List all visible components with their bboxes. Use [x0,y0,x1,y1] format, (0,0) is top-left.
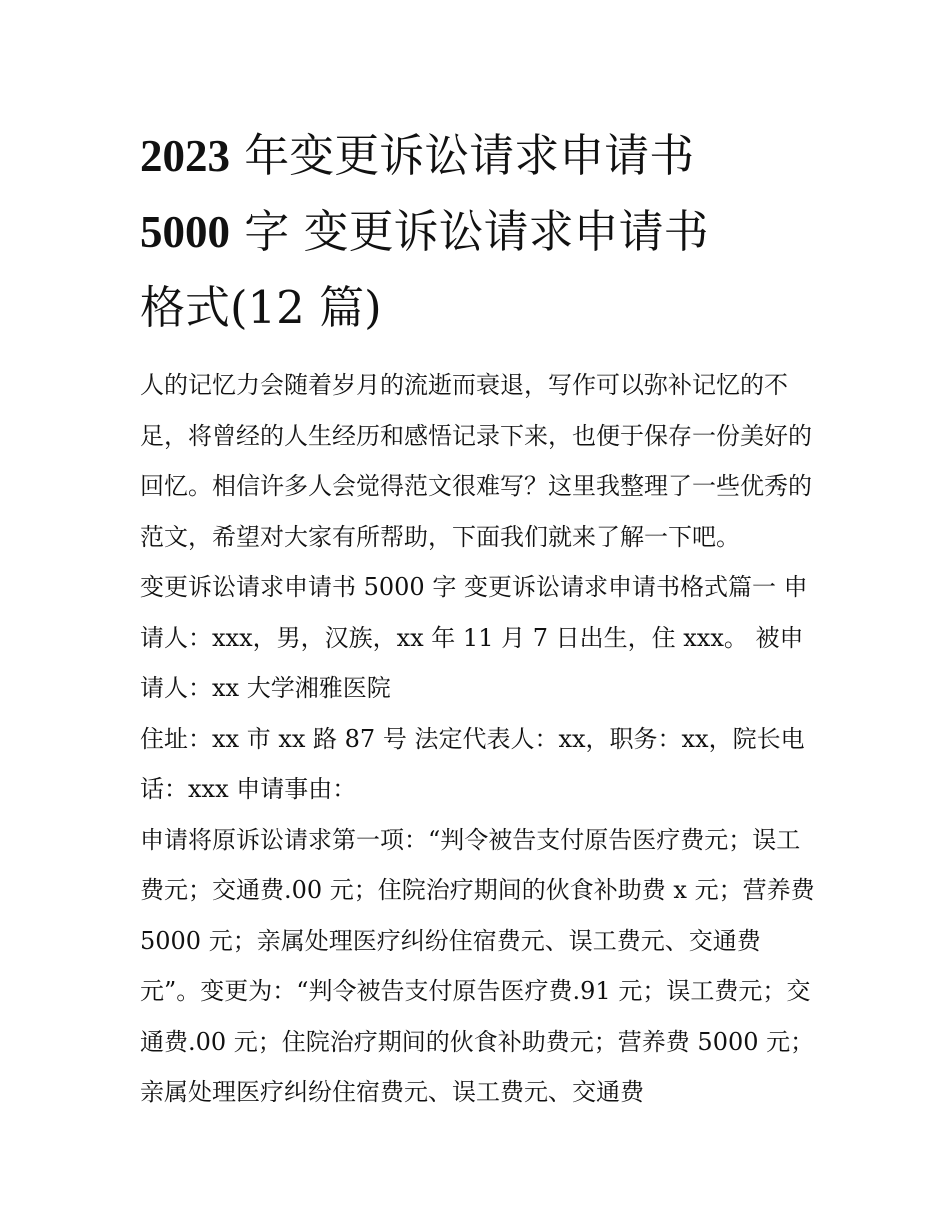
title-line-3: 格式(12 篇) [140,281,382,334]
intro-paragraph: 人的记忆力会随着岁月的流逝而衰退，写作可以弥补记忆的不足，将曾经的人生经历和感悟记录下来，也便于保存一份美好的回忆。相信许多人会觉得范文很难写？这里我整理了一些优秀的范文，希望对大家有所帮助，下面我们就来了解一下吧。 [140,371,812,551]
title-line-2: 5000 字 变更诉讼请求申请书 [140,205,709,258]
section-heading-parties-paragraph: 变更诉讼请求申请书 5000 字 变更诉讼请求申请书格式篇一 申请人：xxx，男，汉族，xx 年 11 月 7 日出生，住 xxx。 被申请人：xx 大学湘雅医院 [140,573,808,702]
document-title [140,118,820,346]
address-paragraph: 住址：xx 市 xx 路 87 号 法定代表人：xx，职务：xx，院长电话：xxx 申请事由： [140,724,805,803]
title-line-1: 2023 年变更诉讼请求申请书 [140,129,695,182]
request-paragraph: 申请将原诉讼请求第一项：“判令被告支付原告医疗费元；误工费元；交通费.00 元；住院治疗期间的伙食补助费 x 元；营养费 5000 元；亲属处理医疗纠纷住宿费元、误工费元、交通费元”。变更为：“判令被告支付原告医疗费.91 元；误工费元；交通费.00 元；住院治疗期间的伙食补助费元；营养费 5000 元；亲属处理医疗纠纷住宿费元、误工费元、交通费 [140,825,815,1106]
document-page [140,118,820,1118]
